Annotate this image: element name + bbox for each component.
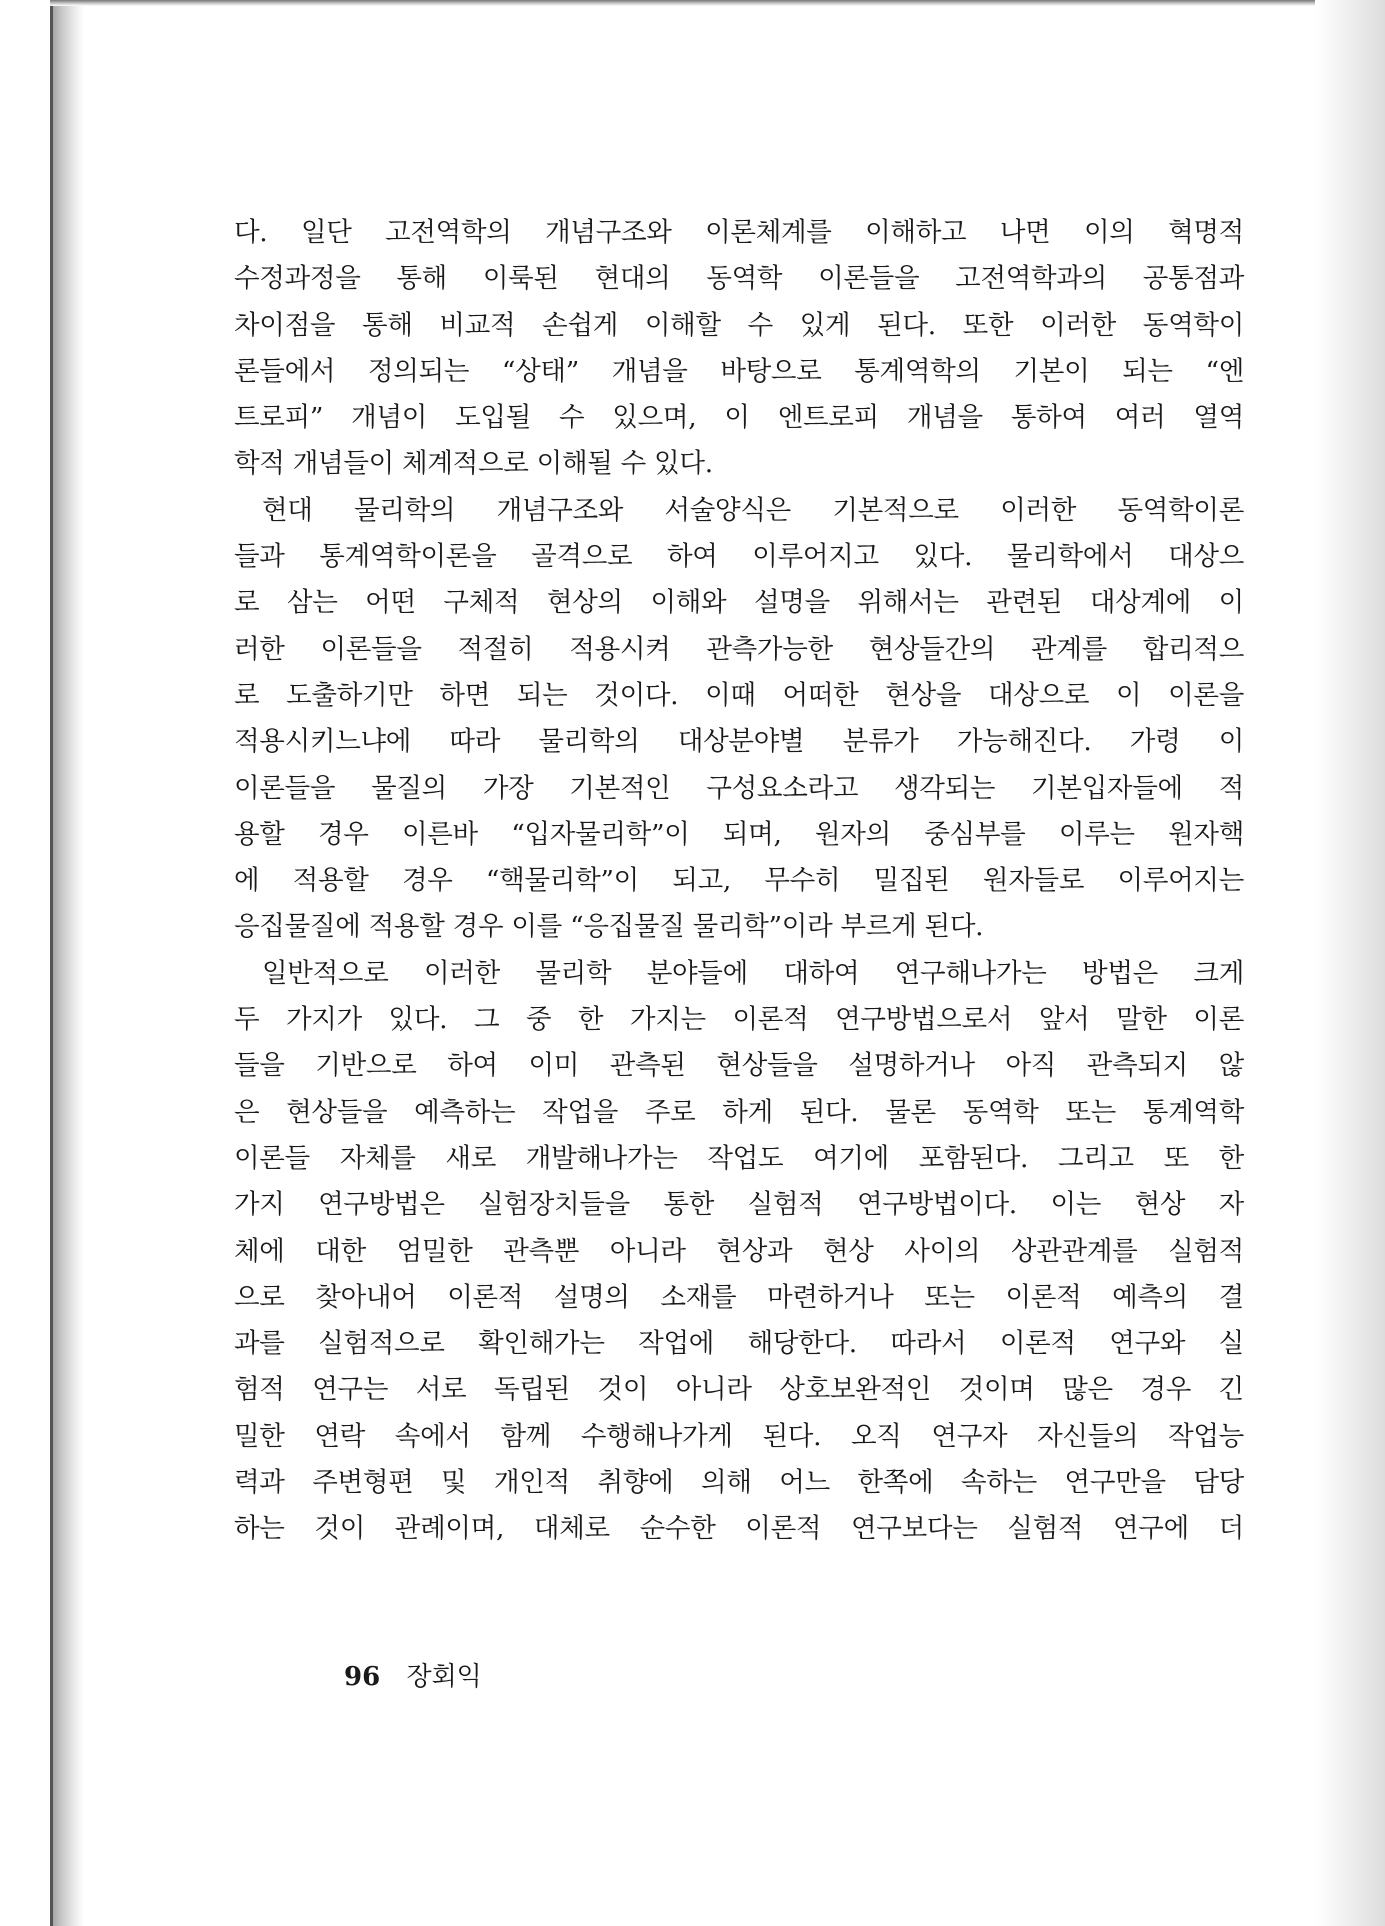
body-text [234,210,1244,1553]
text-line: 로 도출하기만 하면 되는 것이다. 이때 어떠한 현상을 대상으로 이 이론을 [234,679,1244,711]
text-line: 으로 찾아내어 이론적 설명의 소재를 마련하거나 또는 이론적 예측의 결 [234,1281,1244,1313]
page-number: 96 [344,1662,381,1692]
page-footer [344,1656,482,1693]
text-line: 들과 통계역학이론을 골격으로 하여 이루어지고 있다. 물리학에서 대상으 [234,541,1244,573]
text-line: 이론들을 물질의 가장 기본적인 구성요소라고 생각되는 기본입자들에 적 [234,772,1244,804]
text-line: 과를 실험적으로 확인해가는 작업에 해당한다. 따라서 이론적 연구와 실 [234,1328,1244,1360]
text-line: 트로피” 개념이 도입될 수 있으며, 이 엔트로피 개념을 통하여 여러 열역 [234,402,1244,434]
text-line: 적용시키느냐에 따라 물리학의 대상분야별 분류가 가능해진다. 가령 이 [234,726,1244,758]
text-line: 러한 이론들을 적절히 적용시켜 관측가능한 현상들간의 관계를 합리적으 [234,633,1244,665]
text-line: 수정과정을 통해 이룩된 현대의 동역학 이론들을 고전역학과의 공통점과 [234,263,1244,295]
text-line: 이론들 자체를 새로 개발해나가는 작업도 여기에 포함된다. 그리고 또 한 [234,1142,1244,1174]
text-line: 력과 주변형편 및 개인적 취향에 의해 어느 한쪽에 속하는 연구만을 담당 [234,1467,1244,1499]
text-line: 두 가지가 있다. 그 중 한 가지는 이론적 연구방법으로서 앞서 말한 이론 [234,1004,1244,1036]
text-line: 학적 개념들이 체계적으로 이해될 수 있다. [234,448,713,480]
text-line: 응집물질에 적용할 경우 이를 “응집물질 물리학”이라 부르게 된다. [234,911,984,943]
text-line: 험적 연구는 서로 독립된 것이 아니라 상호보완적인 것이며 많은 경우 긴 [234,1374,1244,1406]
text-line: 은 현상들을 예측하는 작업을 주로 하게 된다. 물론 동역학 또는 통계역학 [234,1096,1244,1128]
top-page-edge [50,0,1370,6]
text-line: 용할 경우 이른바 “입자물리학”이 되며, 원자의 중심부를 이루는 원자핵 [234,818,1244,850]
text-line: 체에 대한 엄밀한 관측뿐 아니라 현상과 현상 사이의 상관관계를 실험적 [234,1235,1244,1267]
text-line: 로 삼는 어떤 구체적 현상의 이해와 설명을 위해서는 관련된 대상계에 이 [234,587,1244,619]
text-line: 일반적으로 이러한 물리학 분야들에 대하여 연구해나가는 방법은 크게 [262,957,1244,989]
text-line: 들을 기반으로 하여 이미 관측된 현상들을 설명하거나 아직 관측되지 않 [234,1050,1244,1082]
text-line: 가지 연구방법은 실험장치들을 통한 실험적 연구방법이다. 이는 현상 자 [234,1189,1244,1221]
right-page-shadow [1315,0,1385,1926]
text-line: 차이점을 통해 비교적 손쉽게 이해할 수 있게 된다. 또한 이러한 동역학이 [234,309,1244,341]
text-line: 다. 일단 고전역학의 개념구조와 이론체계를 이해하고 나면 이의 혁명적 [234,217,1244,248]
text-line: 에 적용할 경우 “핵물리학”이 되고, 무수히 밀집된 원자들로 이루어지는 [234,865,1244,897]
spine-edge [50,0,53,1926]
text-line: 현대 물리학의 개념구조와 서술양식은 기본적으로 이러한 동역학이론 [262,494,1244,526]
text-line: 론들에서 정의되는 “상태” 개념을 바탕으로 통계역학의 기본이 되는 “엔 [234,355,1244,387]
running-author: 장회익 [406,1662,482,1692]
text-line: 하는 것이 관례이며, 대체로 순수한 이론적 연구보다는 실험적 연구에 더 [234,1513,1244,1545]
text-line: 밀한 연락 속에서 함께 수행해나가게 된다. 오직 연구자 자신들의 작업능 [234,1420,1244,1452]
spine-shadow [50,0,84,1926]
